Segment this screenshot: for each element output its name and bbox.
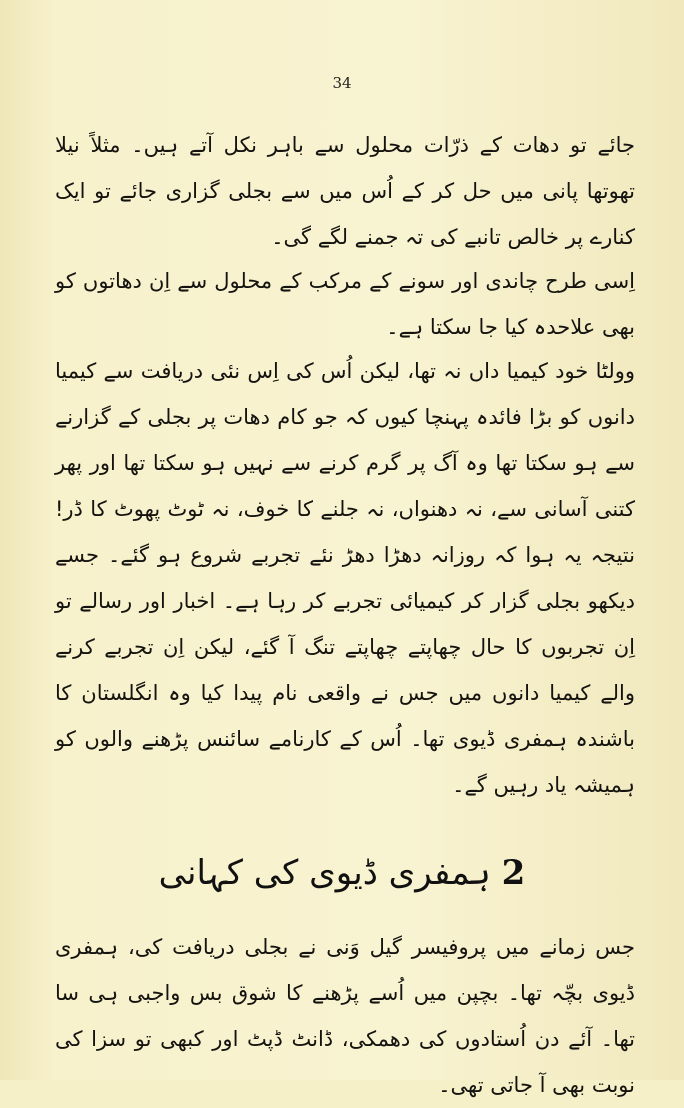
- page-number: 34: [332, 74, 352, 92]
- paragraph-silver-gold: [55, 258, 635, 350]
- chapter-heading: [0, 848, 684, 898]
- chapter-title: ہمفری ڈیوی کی کہانی: [158, 853, 491, 893]
- paragraph-copper-deposition: [55, 122, 635, 260]
- paragraph-volta-chemists: [55, 348, 635, 808]
- paragraph-text: جس زمانے میں پروفیسر گیل وَنی نے بجلی دریافت کی، ہمفری ڈیوی بچّہ تھا۔ بچپن میں اُسے پڑھنے کا شوق بس واجبی ہی سا تھا۔ آئے دن اُستادوں کی دھمکی، ڈانٹ ڈپٹ اور کبھی تو سزا کی نوبت بھی آ جاتی تھی۔: [55, 935, 635, 1097]
- paragraph-text: جائے تو دھات کے ذرّات محلول سے باہر نکل آتے ہیں۔ مثلاً نیلا تھوتھا پانی میں حل کر کے اُس میں سے بجلی گزاری جائے تو ایک کنارے پر خالص تانبے کی تہ جمنے لگے گی۔: [55, 133, 635, 249]
- paragraph-text: وولٹا خود کیمیا داں نہ تھا، لیکن اُس کی اِس نئی دریافت سے کیمیا دانوں کو بڑا فائدہ پہنچا کیوں کہ جو کام دھات پر بجلی کے گزارنے سے ہو سکتا تھا وہ آگ پر گرم کرنے سے نہیں ہو سکتا تھا اور پھر کتنی آسانی سے، نہ دھنواں، نہ جلنے کا خوف، نہ ٹوٹ پھوٹ کا ڈر! نتیجہ یہ ہوا کہ روزانہ دھڑا دھڑ نئے تجربے شروع ہو گئے۔ جسے دیکھو بجلی گزار کر کیمیائی تجربے کر رہا ہے۔ اخبار اور رسالے تو اِن تجربوں کا حال چھاپتے چھاپتے تنگ آ گئے، لیکن اِن تجربے کرنے والے کیمیا دانوں میں جس نے واقعی نام پیدا کیا وہ انگلستان کا باشندہ ہمفری ڈیوی تھا۔ اُس کے کارنامے سائنس پڑھنے والوں کو ہمیشہ یاد رہیں گے۔: [55, 359, 635, 797]
- paragraph-davy-childhood: [55, 924, 635, 1108]
- chapter-number: 2: [501, 853, 526, 893]
- paragraph-text: اِسی طرح چاندی اور سونے کے مرکب کے محلول سے اِن دھاتوں کو بھی علاحدہ کیا جا سکتا ہے۔: [55, 269, 635, 339]
